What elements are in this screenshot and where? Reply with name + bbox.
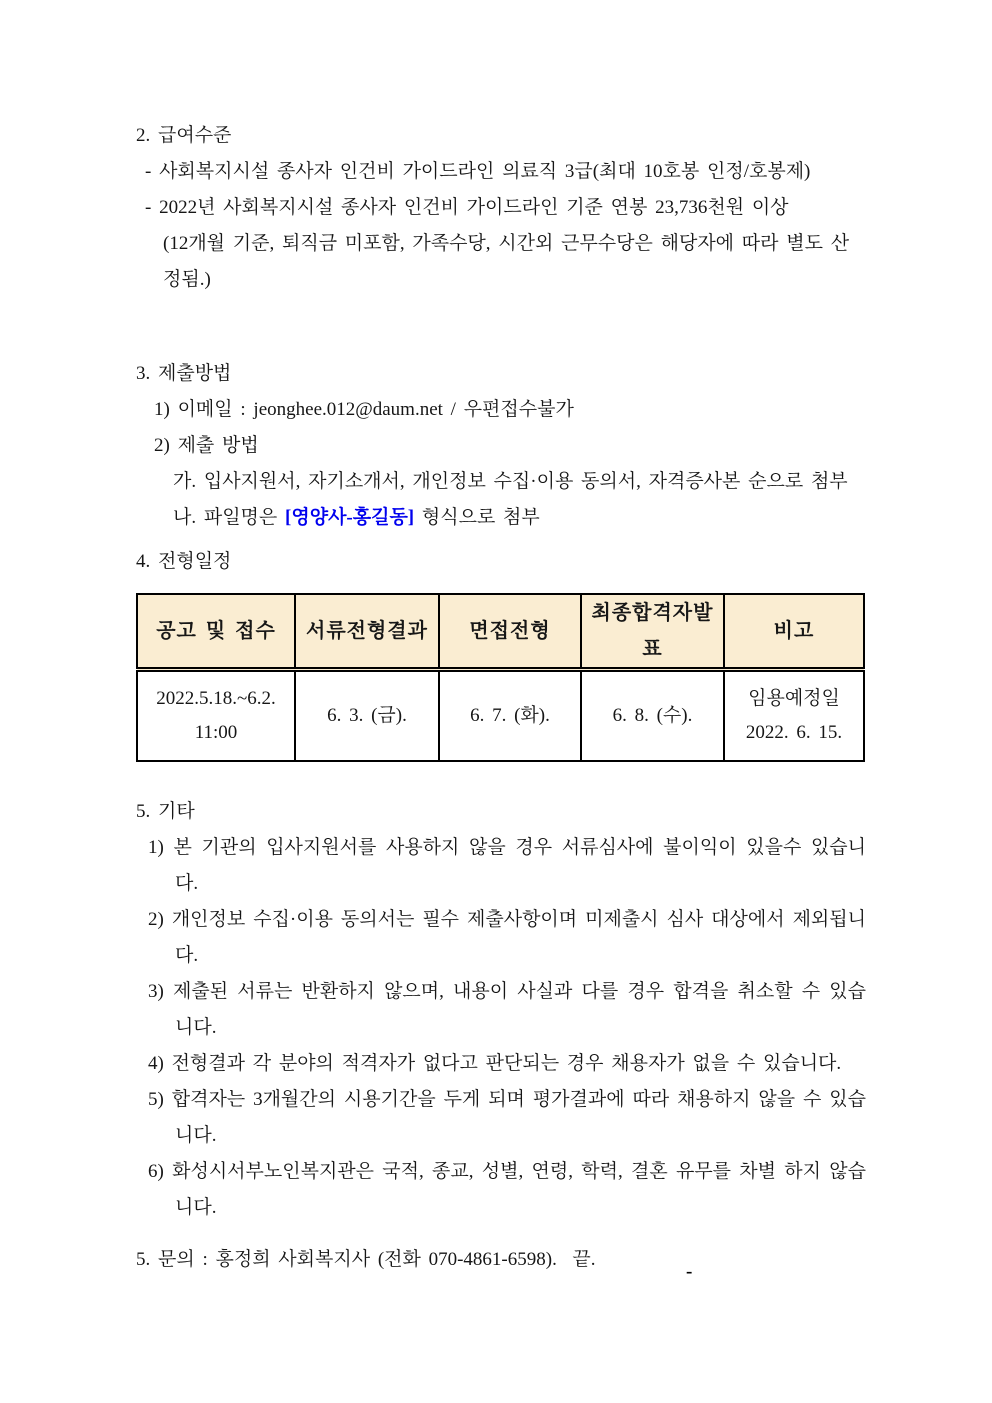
table-header-interview: 면접전형 — [439, 594, 581, 670]
submission-email-line: 1) 이메일 : jeonghee.012@daum.net / 우편접수불가 — [154, 399, 574, 420]
list-item-number: 4) — [148, 1053, 164, 1074]
list-item-text: 제출된 서류는 반환하지 않으며, 내용이 사실과 다를 경우 합격을 취소할 수 있습니다. — [173, 981, 867, 1038]
list-item-number: 1) — [148, 837, 164, 858]
list-item-1 — [136, 830, 866, 902]
note-line-2: 2022. 6. 15. — [745, 722, 843, 743]
schedule-table-data-row — [137, 670, 864, 762]
list-item-3 — [136, 974, 866, 1046]
section-heading-etc: 5. 기타 — [136, 801, 195, 822]
filename-suffix: 형식으로 첨부 — [414, 507, 540, 528]
list-item-4 — [136, 1046, 866, 1082]
filename-prefix: 나. 파일명은 — [173, 507, 286, 528]
section-heading-salary: 2. 급여수준 — [136, 125, 232, 146]
schedule-table — [136, 593, 865, 762]
salary-line-2: - 2022년 사회복지시설 종사자 인건비 가이드라인 기준 연봉 23,736천원 이상 — [145, 197, 789, 218]
table-cell-apply-period — [137, 670, 295, 762]
section-schedule — [136, 544, 866, 762]
section-heading-schedule: 4. 전형일정 — [136, 551, 232, 572]
submission-method-line: 2) 제출 방법 — [154, 435, 259, 456]
list-item-number: 6) — [148, 1161, 164, 1182]
submission-order-line: 가. 입사지원서, 자기소개서, 개인정보 수집·이용 동의서, 자격증사본 순으로 첨부 — [173, 471, 848, 492]
salary-line-1: - 사회복지시설 종사자 인건비 가이드라인 의료직 3급(최대 10호봉 인정/호봉제) — [145, 161, 811, 182]
list-item-text: 개인정보 수집·이용 동의서는 필수 제출사항이며 미제출시 심사 대상에서 제외됩니다. — [171, 909, 866, 966]
schedule-table-header-row — [137, 594, 864, 670]
table-header-document-result: 서류전형결과 — [295, 594, 439, 670]
table-cell-document-result: 6. 3. (금). — [295, 670, 439, 762]
section-submission — [136, 356, 866, 536]
apply-period-line-1: 2022.5.18.~6.2. — [156, 688, 276, 709]
filename-highlight: [영양사-홍길동] — [285, 507, 415, 528]
list-item-text: 본 기관의 입사지원서를 사용하지 않을 경우 서류심사에 불이익이 있을수 있습니다. — [173, 837, 867, 894]
list-item-text: 전형결과 각 분야의 적격자가 없다고 판단되는 경우 채용자가 없을 수 있습니다. — [171, 1053, 842, 1074]
list-item-text: 합격자는 3개월간의 시용기간을 두게 되며 평가결과에 따라 채용하지 않을 수 있습니다. — [171, 1089, 867, 1146]
section-etc — [136, 794, 866, 1226]
page-dash: - — [686, 1261, 693, 1282]
section-heading-submission: 3. 제출방법 — [136, 363, 232, 384]
contact-line: 5. 문의 : 홍정희 사회복지사 (전화 070-4861-6598). 끝. — [136, 1249, 596, 1270]
salary-line-3: (12개월 기준, 퇴직금 미포함, 가족수당, 시간외 근무수당은 해당자에 따라 별도 산정됨.) — [163, 233, 850, 290]
apply-period-line-2: 11:00 — [194, 722, 238, 743]
document-content — [136, 118, 866, 1278]
table-header-final: 최종합격자발표 — [581, 594, 724, 670]
table-header-note: 비고 — [724, 594, 864, 670]
section-salary — [136, 118, 866, 298]
list-item-text: 화성시서부노인복지관은 국적, 종교, 성별, 연령, 학력, 결혼 유무를 차별 하지 않습니다. — [172, 1161, 866, 1218]
list-item-6 — [136, 1154, 866, 1226]
submission-filename-line — [136, 500, 866, 536]
note-line-1: 임용예정일 — [748, 688, 840, 709]
table-header-apply: 공고 및 접수 — [137, 594, 295, 670]
table-cell-interview: 6. 7. (화). — [439, 670, 581, 762]
table-cell-note — [724, 670, 864, 762]
list-item-number: 3) — [148, 981, 164, 1002]
list-item-2 — [136, 902, 866, 974]
list-item-number: 5) — [148, 1089, 164, 1110]
list-item-5 — [136, 1082, 866, 1154]
list-item-number: 2) — [148, 909, 164, 930]
table-cell-final-result: 6. 8. (수). — [581, 670, 724, 762]
